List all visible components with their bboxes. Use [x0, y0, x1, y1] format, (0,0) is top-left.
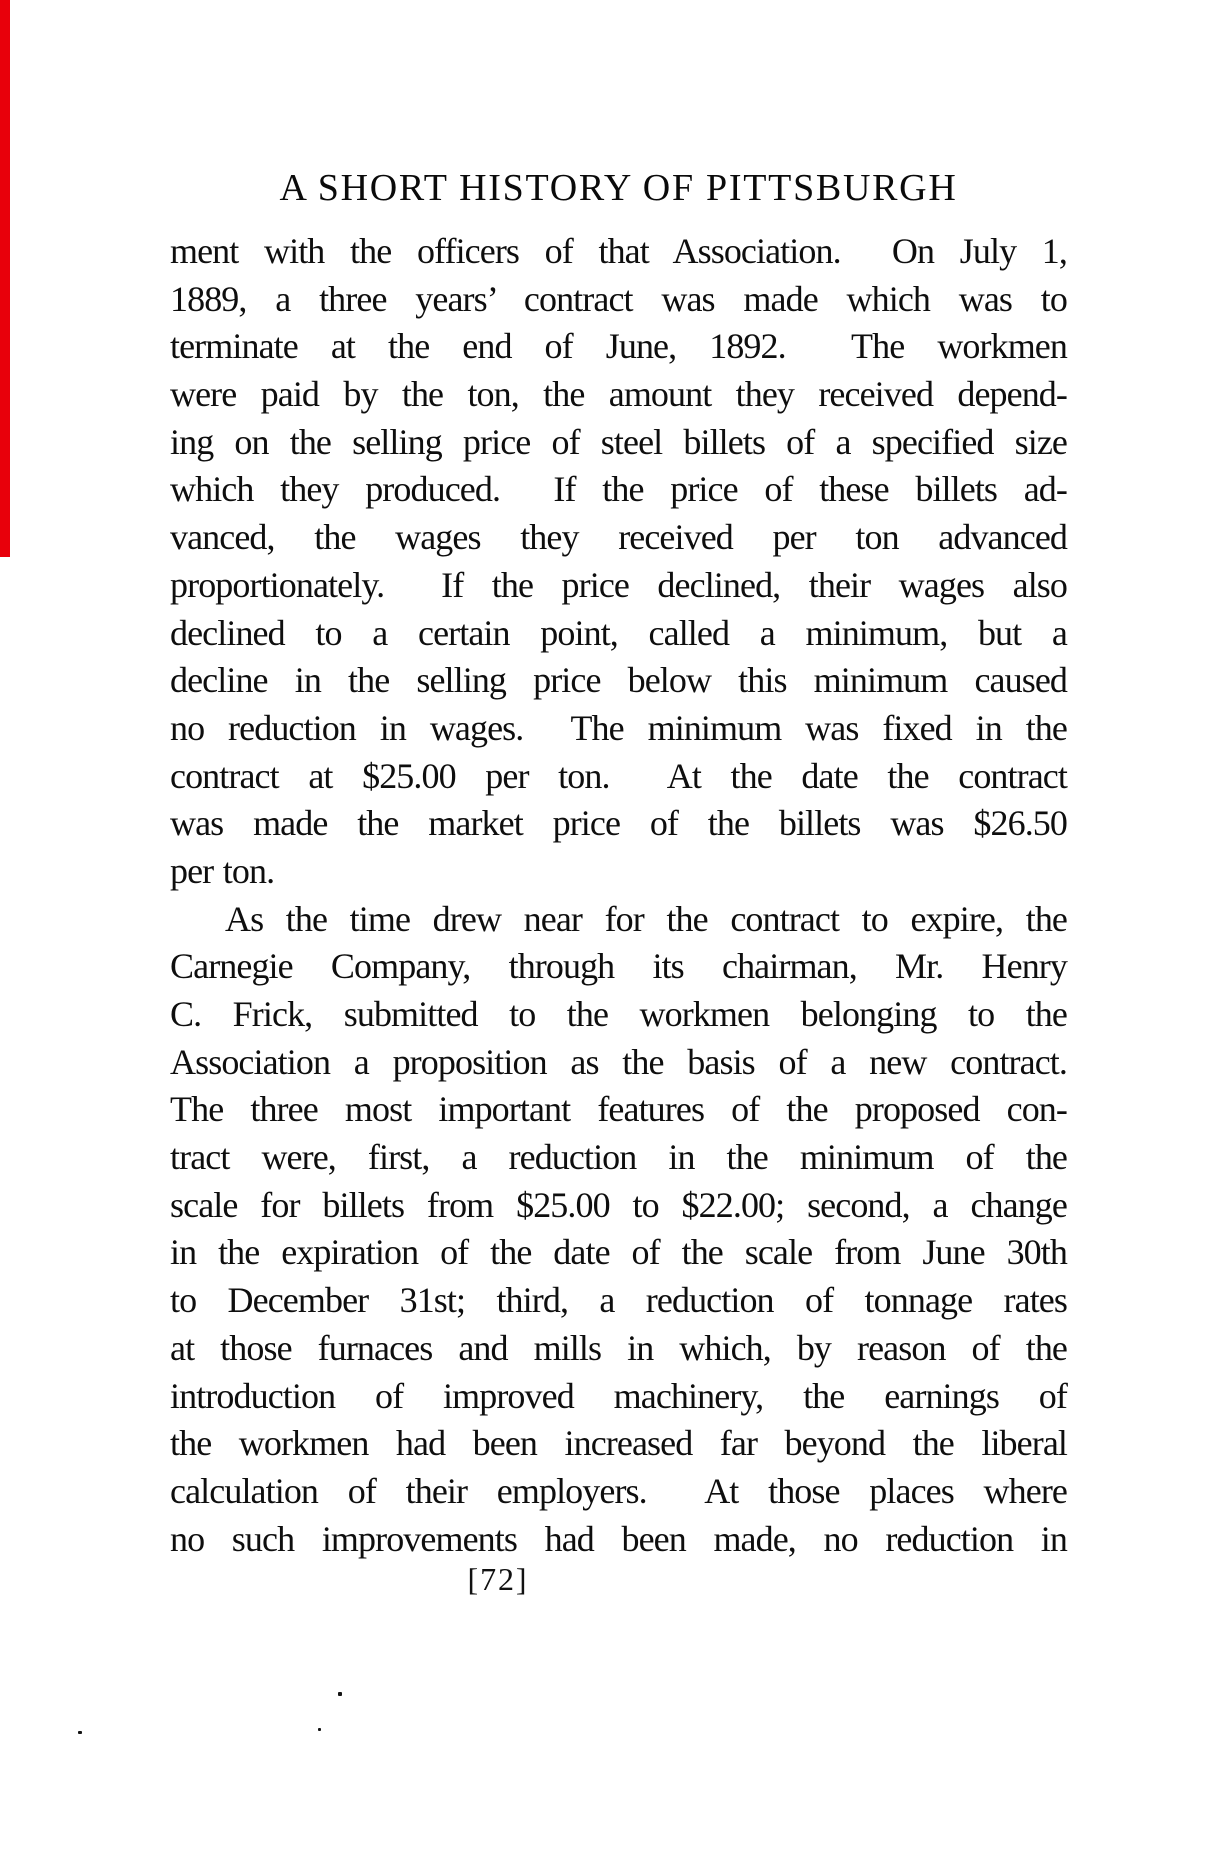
text-line: ment with the officers of that Association. On July 1, [170, 231, 1067, 271]
text-line: were paid by the ton, the amount they received depend- [170, 374, 1067, 415]
text-line: introduction of improved machinery, the earnings of [170, 1375, 1067, 1416]
text-line: per ton. [170, 850, 275, 891]
text-line: contract at $25.00 per ton. At the date the contract [170, 755, 1067, 796]
text-line: declined to a certain point, called a minimum, but a [170, 612, 1067, 653]
scan-speck [338, 1692, 342, 1696]
text-line: no such improvements had been made, no reduction in [170, 1518, 1067, 1559]
text-line: tract were, first, a reduction in the minimum of the [170, 1137, 1067, 1178]
text-line: which they produced. If the price of these billets ad- [170, 469, 1067, 510]
text-line: was made the market price of the billets was $26.50 [170, 803, 1067, 844]
text-line: proportionately. If the price declined, their wages also [170, 564, 1067, 605]
text-line: vanced, the wages they received per ton advanced [170, 517, 1067, 558]
text-line: C. Frick, submitted to the workmen belonging to the [170, 994, 1067, 1034]
text-line: terminate at the end of June, 1892. The workmen [170, 326, 1067, 367]
text-line: As the time drew near for the contract to expire, the [225, 898, 1067, 939]
text-line: calculation of their employers. At those places where [170, 1470, 1067, 1511]
text-line: to December 31st; third, a reduction of tonnage rates [170, 1280, 1067, 1321]
text-line: decline in the selling price below this minimum caused [170, 660, 1067, 701]
text-line: ing on the selling price of steel billets of a specified size [170, 421, 1067, 462]
scan-speck [318, 1728, 321, 1731]
scan-speck [78, 1731, 82, 1734]
page-number: [72] [467, 1561, 529, 1597]
text-line: Association a proposition as the basis of a new contract. [170, 1041, 1067, 1082]
page-title: A SHORT HISTORY OF PITTSBURGH [279, 167, 958, 209]
text-line: no reduction in wages. The minimum was fixed in the [170, 707, 1067, 748]
text-line: scale for billets from $25.00 to $22.00; second, a change [170, 1184, 1067, 1225]
text-line: in the expiration of the date of the scale from June 30th [170, 1232, 1067, 1273]
text-block [170, 228, 1067, 1563]
text-line: 1889, a three years’ contract was made which was to [170, 278, 1067, 319]
text-line: the workmen had been increased far beyond the liberal [170, 1423, 1067, 1464]
text-line: at those furnaces and mills in which, by reason of the [170, 1327, 1067, 1368]
text-line: Carnegie Company, through its chairman, Mr. Henry [170, 946, 1067, 987]
red-spine-strip [0, 0, 10, 557]
text-line: The three most important features of the proposed con- [170, 1089, 1067, 1130]
